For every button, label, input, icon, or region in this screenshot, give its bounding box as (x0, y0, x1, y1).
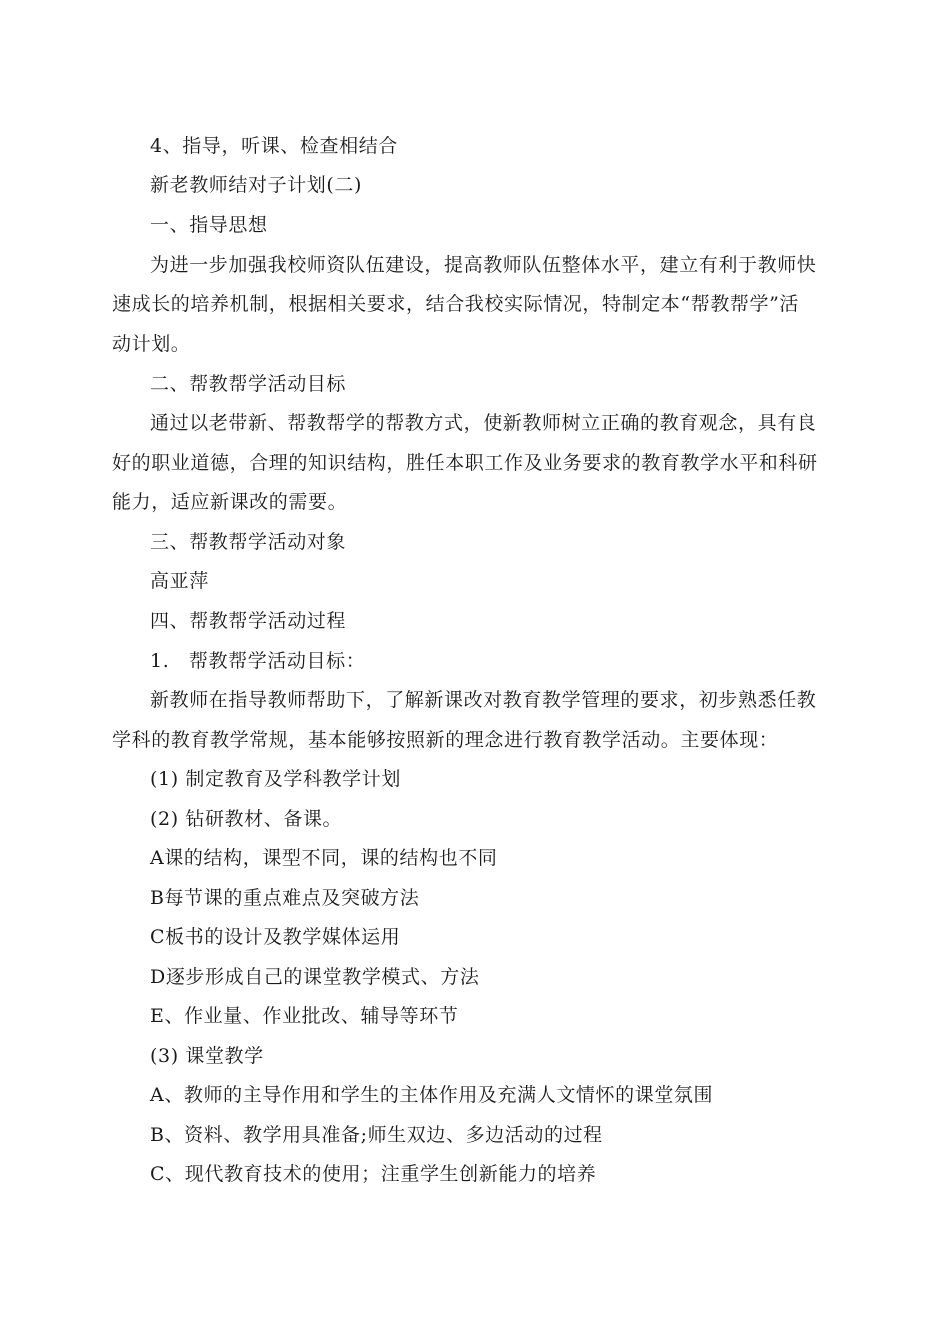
paragraph-line: 新教师在指导教师帮助下，了解新课改对教育教学管理的要求，初步熟悉任教 (150, 689, 817, 711)
section-heading-activity-goals: 二、帮教帮学活动目标 (150, 373, 347, 395)
paragraph-line: 动计划。 (112, 333, 191, 355)
text-line-person-name: 高亚萍 (150, 570, 209, 592)
list-item: (2) 钻研教材、备课。 (150, 808, 343, 830)
list-item: B每节课的重点难点及突破方法 (150, 887, 420, 909)
list-item: A、教师的主导作用和学生的主体作用及充满人文情怀的课堂氛围 (150, 1084, 714, 1106)
paragraph-line: 好的职业道德，合理的知识结构，胜任本职工作及业务要求的教育教学水平和科研 (112, 452, 818, 474)
list-item: (1) 制定教育及学科教学计划 (150, 768, 401, 790)
paragraph-line: 能力，适应新课改的需要。 (112, 491, 348, 513)
list-item: D逐步形成自己的课堂教学模式、方法 (150, 966, 480, 988)
list-item: C、现代教育技术的使用；注重学生创新能力的培养 (150, 1163, 597, 1185)
list-item: B、资料、教学用具准备;师生双边、多边活动的过程 (150, 1124, 603, 1146)
paragraph-line: 速成长的培养机制，根据相关要求，结合我校实际情况，特制定本“帮教帮学”活 (112, 293, 800, 315)
section-heading-guiding-ideology: 一、指导思想 (150, 214, 268, 236)
list-item: A课的结构，课型不同，课的结构也不同 (150, 847, 498, 869)
text-line-guidance-item-4: 4、指导，听课、检查相结合 (150, 135, 398, 157)
list-item: E、作业量、作业批改、辅导等环节 (150, 1005, 459, 1027)
list-item: C板书的设计及教学媒体运用 (150, 926, 401, 948)
section-heading-activity-target: 三、帮教帮学活动对象 (150, 531, 347, 553)
text-line-plan-title: 新老教师结对子计划(二) (150, 174, 363, 196)
paragraph-line: 学科的教育教学常规，基本能够按照新的理念进行教育教学活动。主要体现： (112, 729, 779, 751)
paragraph-line: 通过以老带新、帮教帮学的帮教方式，使新教师树立正确的教育观念，具有良 (150, 412, 817, 434)
list-item: (3) 课堂教学 (150, 1045, 264, 1067)
subheading-activity-goals: 1. 帮教帮学活动目标： (150, 650, 366, 672)
section-heading-activity-process: 四、帮教帮学活动过程 (150, 610, 347, 632)
paragraph-line: 为进一步加强我校师资队伍建设，提高教师队伍整体水平，建立有利于教师快 (150, 254, 817, 276)
